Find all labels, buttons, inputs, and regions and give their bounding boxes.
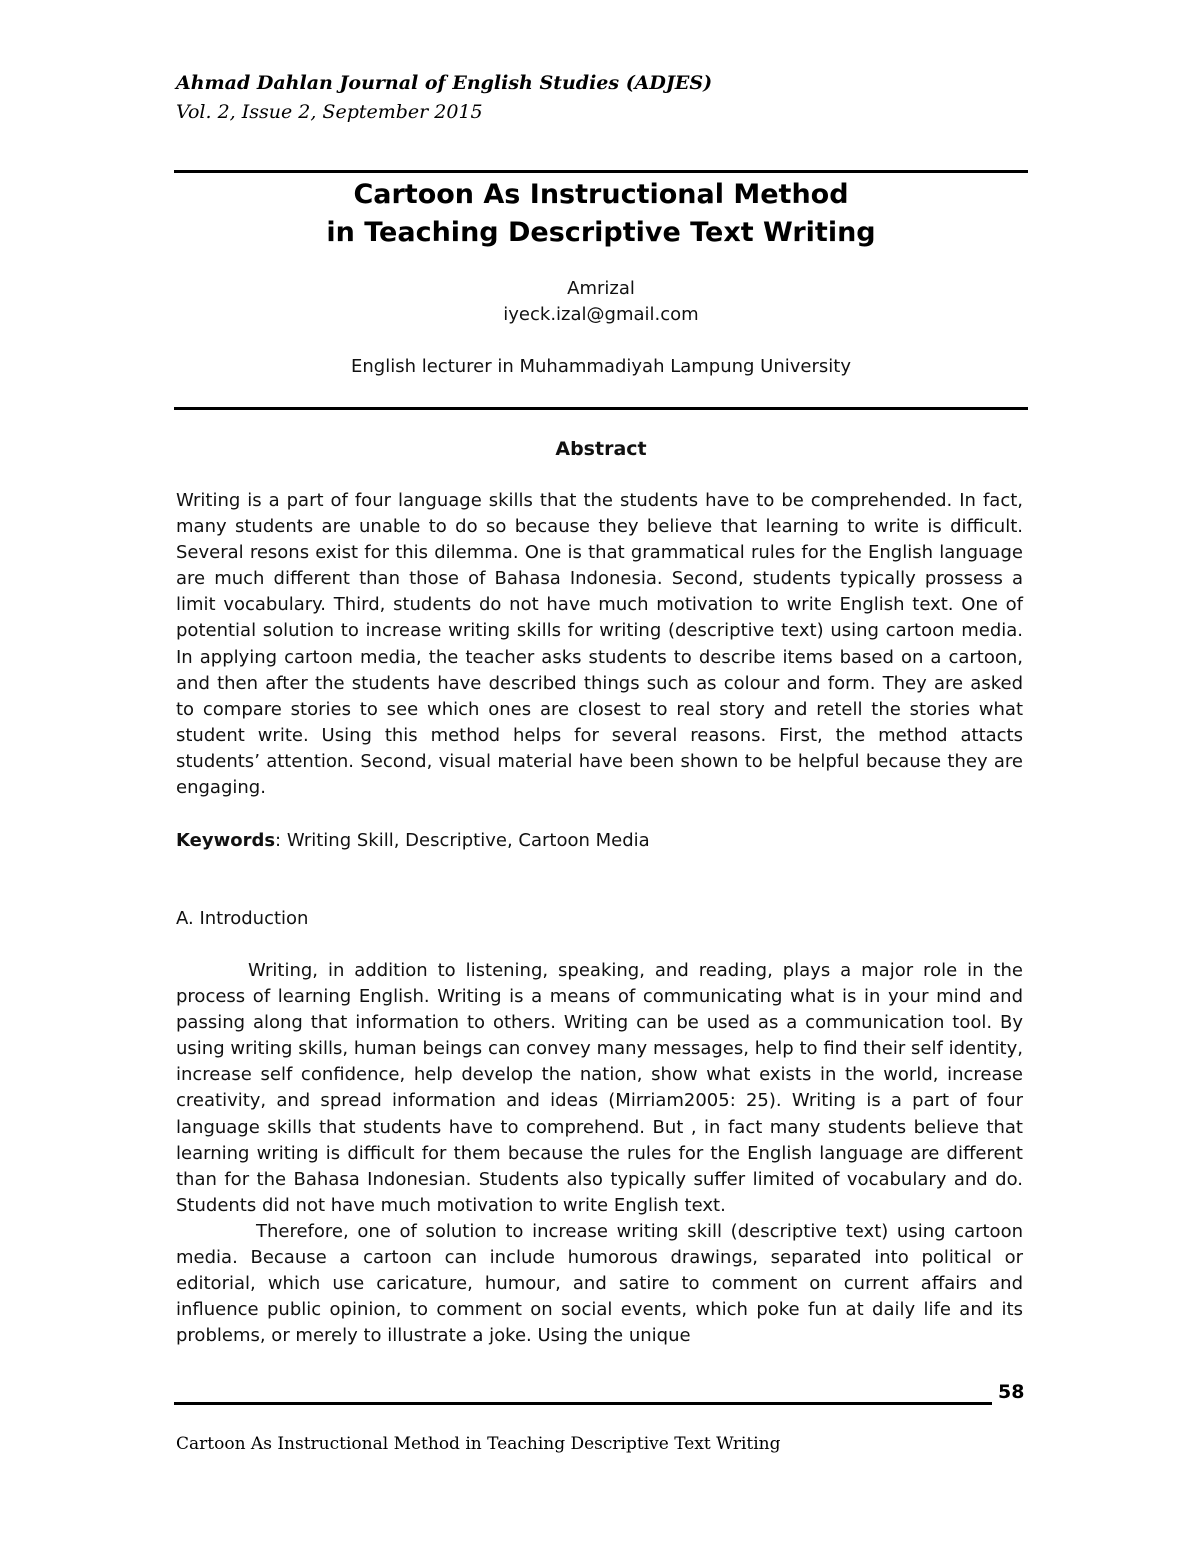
- keywords-text: : Writing Skill, Descriptive, Cartoon Media: [275, 830, 650, 851]
- title-top-rule: [174, 170, 1028, 173]
- running-title: Cartoon As Instructional Method in Teaching Descriptive Text Writing: [176, 1434, 781, 1454]
- title-line-2: in Teaching Descriptive Text Writing: [326, 217, 876, 248]
- article-title: [174, 176, 1028, 252]
- introduction-heading: A. Introduction: [176, 908, 309, 929]
- keywords-line: [176, 828, 1023, 854]
- footer-rule: [174, 1402, 992, 1405]
- author-name: Amrizal: [567, 278, 635, 299]
- introduction-body: [176, 958, 1023, 1349]
- introduction-paragraph-1: Writing, in addition to listening, speaking, and reading, plays a major role in the process of learning English. Writing is a means of communicating what is in your mind and passing along that information to others. Writing can be used as a communication tool. By using writing skills, human beings can convey many messages, help to find their self identity, increase self confidence, help develop the nation, show what exists in the world, increase creativity, and spread information and ideas (Mirriam2005: 25). Writing is a part of four language skills that students have to comprehend. But , in fact many students believe that learning writing is difficult for them because the rules for the English language are different than for the Bahasa Indonesian. Students also typically suffer limited of vocabulary and do. Students did not have much motivation to write English text.: [176, 960, 1023, 1216]
- abstract-heading: Abstract: [555, 438, 647, 460]
- keywords-label: Keywords: [176, 830, 276, 851]
- introduction-paragraph-2: Therefore, one of solution to increase writing skill (descriptive text) using cartoon media. Because a cartoon can include humorous drawings, separated into political or editorial, which use caricature, humour, and satire to comment on current affairs and influence public opinion, to comment on social events, which poke fun at daily life and its problems, or merely to illustrate a joke. Using the unique: [176, 1220, 1023, 1347]
- page-number: 58: [998, 1381, 1025, 1403]
- title-bottom-rule: [174, 407, 1028, 410]
- journal-volume: Vol. 2, Issue 2, September 2015: [176, 101, 483, 123]
- title-line-1: Cartoon As Instructional Method: [353, 179, 849, 210]
- author-affiliation: English lecturer in Muhammadiyah Lampung University: [351, 356, 851, 377]
- abstract-text: Writing is a part of four language skills that the students have to be comprehended. In fact, many students are unable to do so because they believe that learning to write is difficult. Several resons exist for this dilemma. One is that grammatical rules for the English language are much different than those of Bahasa Indonesia. Second, students typically prossess a limit vocabulary. Third, students do not have much motivation to write English text. One of potential solution to increase writing skills for writing (descriptive text) using cartoon media. In applying cartoon media, the teacher asks students to describe items based on a cartoon, and then after the students have described things such as colour and form. They are asked to compare stories to see which ones are closest to real story and retell the stories what student write. Using this method helps for several reasons. First, the method attacts students’ attention. Second, visual material have been shown to be helpful because they are engaging.: [176, 490, 1023, 799]
- author-email: iyeck.izal@gmail.com: [503, 304, 699, 325]
- journal-name: Ahmad Dahlan Journal of English Studies (ADJES): [176, 72, 713, 94]
